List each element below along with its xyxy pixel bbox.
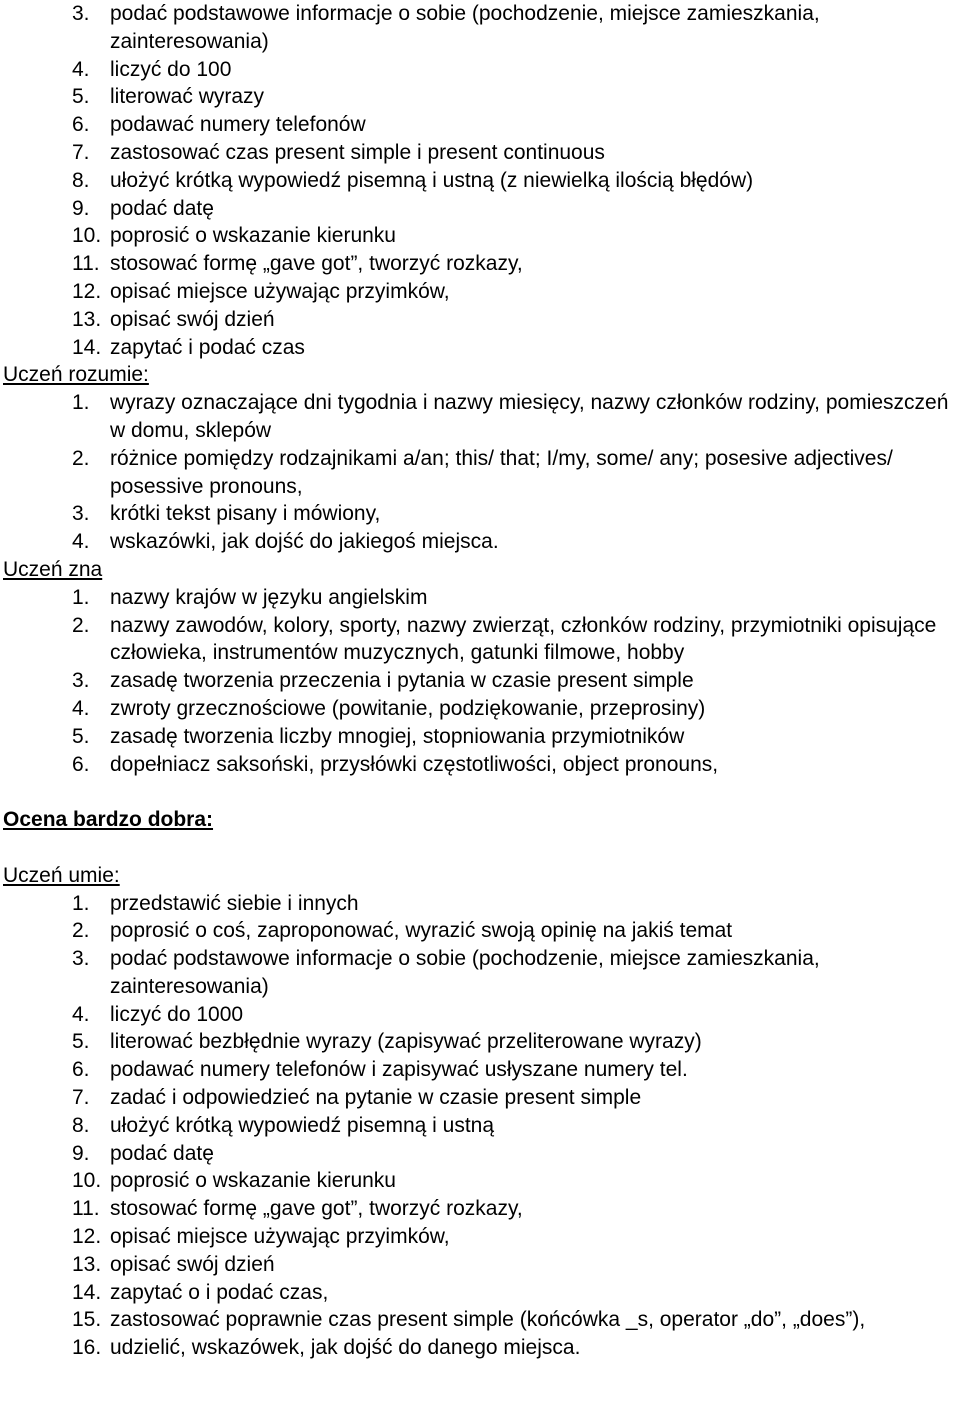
list-item-number: 4. [72, 530, 90, 554]
list-item-text: zapytać i podać czas [110, 335, 305, 359]
list-item-number: 3. [72, 669, 90, 693]
list-item [0, 1112, 960, 1140]
list-item-number: 12. [72, 279, 102, 303]
list-item-text: podać datę [110, 1141, 214, 1165]
list-item [0, 1084, 960, 1112]
list-uczen-zna [0, 584, 960, 779]
list-item-text: zasadę tworzenia przeczenia i pytania w czasie present simple [110, 669, 694, 693]
heading-uczen-rozumie: Uczeń rozumie: [3, 363, 149, 387]
list-item [0, 195, 960, 223]
list-item-text: opisać swój dzień [110, 1252, 275, 1276]
list-item [0, 56, 960, 84]
list-item [0, 1223, 960, 1251]
list-item [0, 1334, 960, 1362]
list-item-number: 5. [72, 724, 90, 748]
list-item-text: zasadę tworzenia liczby mnogiej, stopniowania przymiotników [110, 724, 685, 748]
list-item-number: 3. [72, 947, 90, 971]
list-item [0, 890, 960, 918]
list-item [0, 1028, 960, 1056]
list-item [0, 306, 960, 334]
list-item [0, 1279, 960, 1307]
list-item [0, 1251, 960, 1279]
list-item-number: 3. [72, 502, 90, 526]
skills-list-continued [0, 0, 960, 361]
list-item-text: opisać swój dzień [110, 307, 275, 331]
list-item-text: ułożyć krótką wypowiedź pisemną i ustną (z niewielką ilością błędów) [110, 168, 754, 192]
list-item-text: opisać miejsce używając przyimków, [110, 1225, 450, 1249]
list-item [0, 334, 960, 362]
list-item-text: podać datę [110, 196, 214, 220]
list-item-text: ułożyć krótką wypowiedź pisemną i ustną [110, 1113, 495, 1137]
spacer [0, 834, 960, 862]
list-item-text: krótki tekst pisany i mówiony, [110, 502, 381, 526]
list-item [0, 0, 960, 56]
list-item-text: zastosować czas present simple i present continuous [110, 140, 605, 164]
list-item [0, 278, 960, 306]
list-item-number: 15. [72, 1308, 102, 1332]
list-item-text: liczyć do 1000 [110, 1002, 244, 1026]
list-item [0, 139, 960, 167]
list-item-number: 1. [72, 585, 90, 609]
list-item-text: literować bezbłędnie wyrazy (zapisywać przeliterowane wyrazy) [110, 1030, 702, 1054]
list-item-number: 5. [72, 85, 90, 109]
list-item-number: 9. [72, 196, 90, 220]
list-item [0, 584, 960, 612]
list-item-number: 10. [72, 224, 102, 248]
list-item [0, 1056, 960, 1084]
list-item-number: 3. [72, 2, 90, 25]
list-item [0, 751, 960, 779]
heading-ocena-bardzo-dobra: Ocena bardzo dobra: [3, 808, 214, 832]
list-item-number: 4. [72, 1002, 90, 1026]
list-item-text: udzielić, wskazówek, jak dojść do danego miejsca. [110, 1336, 581, 1360]
list-item [0, 1167, 960, 1195]
list-item [0, 445, 960, 501]
list-item-text: poprosić o coś, zaproponować, wyrazić swoją opinię na jakiś temat [110, 919, 733, 943]
list-item-text: wyrazy oznaczające dni tygodnia i nazwy miesięcy, nazwy członków rodziny, pomieszczeń w domu, sklepów [110, 391, 949, 442]
list-item [0, 83, 960, 111]
list-item-text: poprosić o wskazanie kierunku [110, 224, 396, 248]
list-item-text: podawać numery telefonów [110, 113, 366, 137]
list-item-text: poprosić o wskazanie kierunku [110, 1169, 396, 1193]
list-item-number: 6. [72, 752, 90, 776]
spacer [0, 778, 960, 806]
list-item [0, 500, 960, 528]
list-item-number: 14. [72, 335, 102, 359]
list-item-number: 12. [72, 1225, 102, 1249]
list-item-number: 1. [72, 391, 90, 415]
list-item-number: 2. [72, 446, 90, 470]
list-item-number: 13. [72, 307, 102, 331]
list-item-number: 14. [72, 1280, 102, 1304]
list-item-number: 8. [72, 168, 90, 192]
list-item-number: 10. [72, 1169, 102, 1193]
list-item [0, 1001, 960, 1029]
list-item-number: 6. [72, 113, 90, 137]
list-item-number: 4. [72, 696, 90, 720]
list-item-text: nazwy zawodów, kolory, sporty, nazwy zwierząt, członków rodziny, przymiotniki opisujące człowieka, instrumentów muzycznych, gatunki filmowe, hobby [110, 613, 937, 665]
list-item [0, 528, 960, 556]
list-item-number: 8. [72, 1113, 90, 1137]
list-item [0, 1306, 960, 1334]
list-item-number: 13. [72, 1252, 102, 1276]
heading-uczen-umie: Uczeń umie: [3, 863, 120, 887]
list-item-text: stosować formę „gave got”, tworzyć rozkazy, [110, 252, 523, 276]
list-item-number: 5. [72, 1030, 90, 1054]
list-item-text: wskazówki, jak dojść do jakiegoś miejsca. [110, 530, 499, 554]
list-item [0, 111, 960, 139]
list-item [0, 612, 960, 668]
list-item-number: 16. [72, 1336, 102, 1360]
list-item [0, 222, 960, 250]
list-item-text: zwroty grzecznościowe (powitanie, podziękowanie, przeprosiny) [110, 696, 706, 720]
list-item-text: literować wyrazy [110, 85, 265, 109]
list-item-number: 2. [72, 613, 90, 637]
list-item-number: 11. [72, 1197, 100, 1221]
list-item [0, 167, 960, 195]
list-item-number: 4. [72, 57, 90, 81]
list-item-text: zadać i odpowiedzieć na pytanie w czasie present simple [110, 1086, 642, 1110]
list-item [0, 667, 960, 695]
list-item [0, 723, 960, 751]
list-item [0, 945, 960, 1001]
heading-uczen-zna: Uczeń zna [3, 557, 103, 581]
list-item [0, 917, 960, 945]
list-item-text: zastosować poprawnie czas present simple (końcówka _s, operator „do”, „does”), [110, 1308, 866, 1332]
list-item-number: 6. [72, 1058, 90, 1082]
list-item-text: podawać numery telefonów i zapisywać usłyszane numery tel. [110, 1058, 688, 1082]
list-item-text: różnice pomiędzy rodzajnikami a/an; this/ that; I/my, some/ any; posesive adjectives/ posessive pronouns, [110, 446, 893, 498]
list-item-text: przedstawić siebie i innych [110, 891, 359, 915]
list-item-number: 7. [72, 1086, 90, 1110]
list-item-text: podać podstawowe informacje o sobie (pochodzenie, miejsce zamieszkania, zainteresowania) [110, 947, 820, 998]
list-item-number: 2. [72, 919, 90, 943]
list-item-text: liczyć do 100 [110, 57, 232, 81]
list-item-number: 11. [72, 252, 100, 276]
list-item [0, 1140, 960, 1168]
list-item-number: 9. [72, 1141, 90, 1165]
list-item-text: nazwy krajów w języku angielskim [110, 585, 428, 609]
list-item-text: podać podstawowe informacje o sobie (pochodzenie, miejsce zamieszkania, zainteresowania) [110, 2, 820, 53]
list-uczen-umie [0, 890, 960, 1363]
list-item-number: 7. [72, 140, 90, 164]
list-item [0, 250, 960, 278]
list-item-text: stosować formę „gave got”, tworzyć rozkazy, [110, 1197, 523, 1221]
list-item [0, 389, 960, 445]
list-item-text: opisać miejsce używając przyimków, [110, 279, 450, 303]
list-item-number: 1. [72, 891, 90, 915]
list-item [0, 695, 960, 723]
list-item [0, 1195, 960, 1223]
list-item-text: dopełniacz saksoński, przysłówki częstotliwości, object pronouns, [110, 752, 719, 776]
list-item-text: zapytać o i podać czas, [110, 1280, 329, 1304]
list-uczen-rozumie [0, 389, 960, 556]
